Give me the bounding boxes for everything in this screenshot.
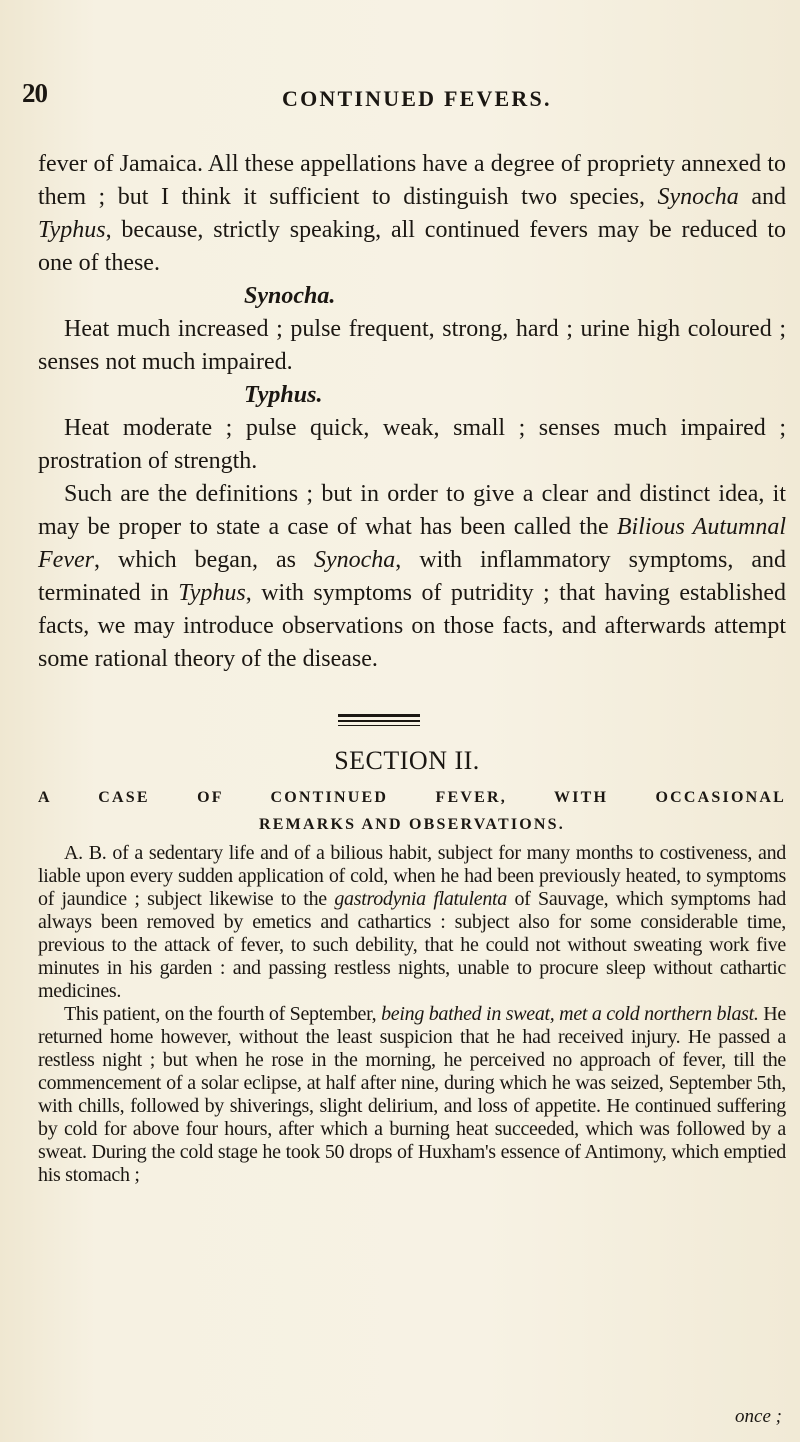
section-divider — [38, 710, 786, 730]
case-p1-text-a: A. B. of a sedentary life and of a bilious habit, subject for many months to costiveness, and liable upon every sudden application of cold, when he had been previously heated, to symptoms of jaundice ; subject likewise to the — [38, 842, 786, 910]
closing-text-d: , with symptoms of putridity ; that having established facts, we may introduce observations on those facts, and afterwards attempt some rational theory of the disease. — [38, 580, 787, 672]
section-subtitle-line2: REMARKS AND OBSERVATIONS. — [259, 816, 565, 833]
closing-em-typhus: Typhus — [178, 580, 246, 606]
intro-and: and — [738, 184, 786, 210]
running-head: CONTINUED FEVERS. — [282, 86, 552, 111]
closing-em-bilious: Bilious Autumnal Fever — [38, 514, 786, 573]
section-title: SECTION II. — [334, 746, 480, 775]
closing-text-b: , which began, as — [93, 547, 314, 573]
catchword: once ; — [735, 1406, 782, 1427]
case-p2-text-b: He returned home however, without the least suspicion that he had received injury. He passed a restless night ; but when he rose in the morning, he perceived no approach of fever, till the commencement of a solar eclipse, at half after nine, during which he was seized, September 5th, with chills, followed by shiverings, slight delirium, and loss of appetite. He continued suffering by cold for above four hours, after which a burning heat succeeded, which was followed by a sweat. During the cold stage he took 50 drops of Huxham's essence of Antimony, which emptied his stomach ; — [38, 1003, 787, 1186]
divider-rule-thick — [338, 714, 420, 717]
definition-text-synocha: Heat much increased ; pulse frequent, strong, hard ; urine high coloured ; senses not much impaired. — [38, 316, 786, 375]
intro-text-a: fever of Jamaica. All these appellations have a degree of propriety annexed to them ; but I think it sufficient to distinguish two species, — [38, 151, 786, 210]
closing-text-a: Such are the definitions ; but in order to give a clear and distinct idea, it may be proper to state a case of what has been called the — [38, 481, 786, 540]
closing-paragraph — [38, 478, 786, 676]
section-subtitle-line1: A CASE OF CONTINUED FEVER, WITH OCCASIONAL — [38, 789, 786, 806]
closing-text-c: , with inflammatory symptoms, and terminated in — [38, 547, 786, 606]
divider-rule-medium — [338, 720, 420, 722]
case-p1-em: gastrodynia flatulenta — [334, 888, 507, 910]
section-subtitle — [38, 784, 786, 838]
case-paragraph-1 — [38, 842, 786, 1003]
intro-text-b: , because, strictly speaking, all continued fevers may be reduced to one of these. — [38, 217, 786, 276]
case-p1-text-b: of Sauvage, which symptoms had always been removed by emetics and cathartics : subject also for some considerable time, previous to the attack of fever, to such debility, that he could not without sweating work five minutes in his garden : and passing restless nights, unable to procure sleep without cathartic medicines. — [38, 888, 786, 1002]
definition-term-synocha: Synocha. — [244, 283, 336, 309]
closing-em-synocha: Synocha — [313, 547, 396, 573]
case-p2-text-a: This patient, on the fourth of September, — [64, 1003, 382, 1025]
divider-rule-thin — [338, 725, 420, 726]
definition-text-typhus: Heat moderate ; pulse quick, weak, small ; senses much impaired ; prostration of strength. — [38, 415, 786, 474]
intro-paragraph — [38, 148, 786, 280]
intro-synocha: Synocha — [657, 184, 739, 210]
case-paragraph-2 — [38, 1003, 786, 1187]
definition-term-typhus: Typhus. — [244, 382, 323, 408]
intro-typhus: Typhus — [38, 217, 106, 243]
page-body — [38, 148, 786, 1187]
page-header — [0, 78, 800, 118]
case-p2-em: being bathed in sweat, met a cold northern blast. — [381, 1003, 759, 1025]
page-number: 20 — [22, 78, 47, 108]
